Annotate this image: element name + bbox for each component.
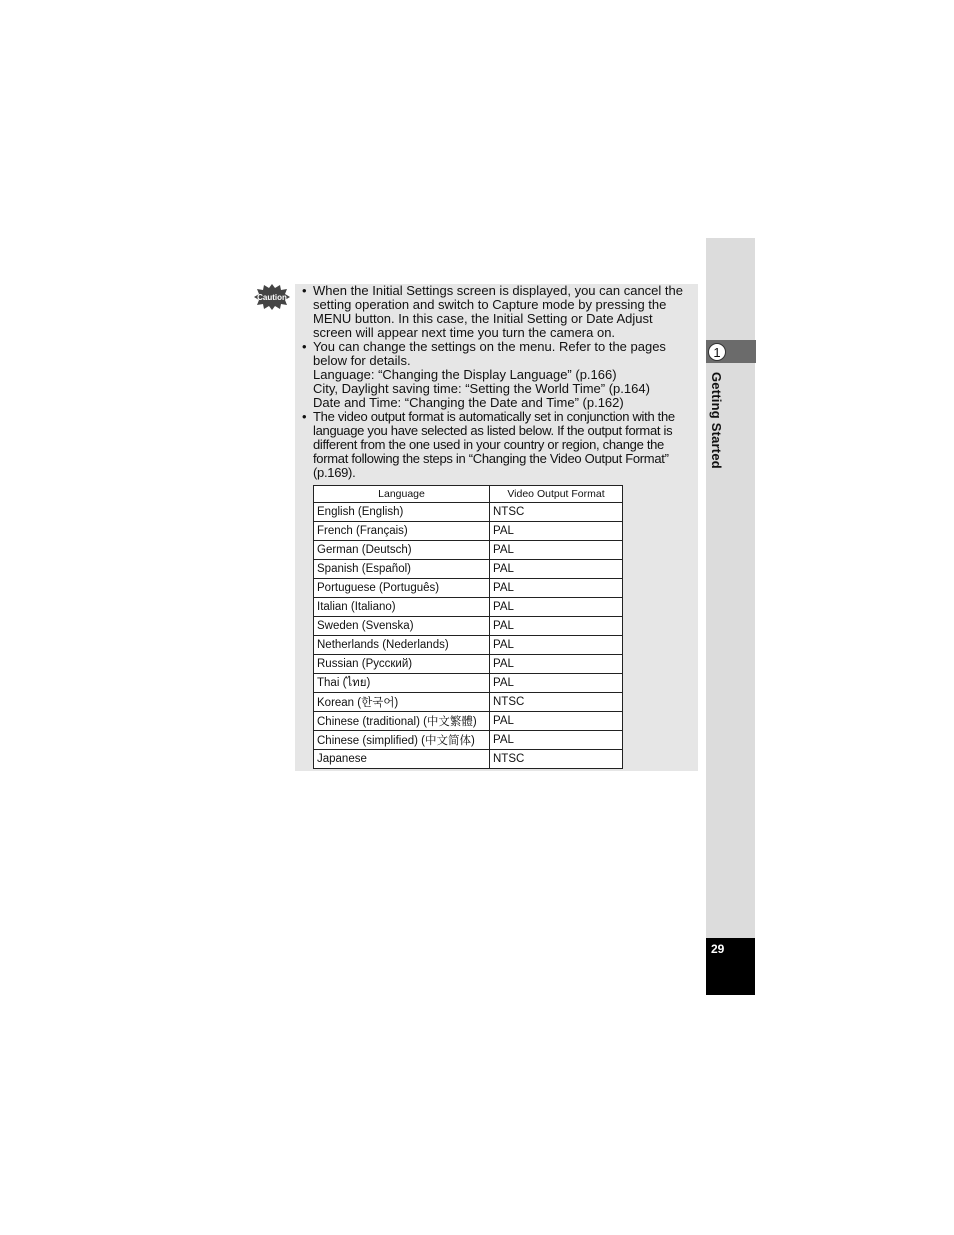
cell-format: PAL [490, 712, 623, 731]
table-row [314, 598, 623, 617]
cell-format: PAL [490, 617, 623, 636]
table-row [314, 693, 623, 712]
cell-language: Japanese [314, 750, 490, 769]
cell-language: Italian (Italiano) [314, 598, 490, 617]
cell-format: PAL [490, 674, 623, 693]
cell-language: Sweden (Svenska) [314, 617, 490, 636]
table-row [314, 541, 623, 560]
chapter-title: Getting Started [709, 372, 724, 469]
cell-format: PAL [490, 655, 623, 674]
bullet-2-ref-date: Date and Time: “Changing the Date and Time” (p.162) [313, 395, 624, 410]
table-row [314, 560, 623, 579]
table-header-row [314, 486, 623, 503]
page-number: 29 [711, 942, 725, 956]
cell-language: Spanish (Español) [314, 560, 490, 579]
table-row [314, 579, 623, 598]
bullet-3-text: The video output format is automatically set in conjunction with the language you have selected as listed below. If the output format is different from the one used in your country or region, change the format following the steps in “Changing the Video Output Format” (p.169). [313, 409, 675, 480]
caution-bullet-3: • The video output format is automatically set in conjunction with the language you have selected as listed below. If the output format is different from the one used in your country or region, change the format following the steps in “Changing the Video Output Format” (p.169). [302, 410, 694, 480]
table-row [314, 636, 623, 655]
cell-format: PAL [490, 731, 623, 750]
bullet-2-ref-city: City, Daylight saving time: “Setting the World Time” (p.164) [313, 381, 650, 396]
table-row [314, 503, 623, 522]
cell-format: PAL [490, 560, 623, 579]
caution-icon-label: Caution [257, 293, 287, 302]
cell-format: NTSC [490, 693, 623, 712]
video-format-table [313, 485, 623, 769]
cell-format: PAL [490, 579, 623, 598]
caution-bullet-1: • When the Initial Settings screen is displayed, you can cancel the setting operation and switch to Capture mode by pressing the MENU button. In this case, the Initial Setting or Date Adjust screen will appear next time you turn the camera on. [302, 284, 694, 340]
table-row [314, 617, 623, 636]
table-row [314, 522, 623, 541]
table-row [314, 750, 623, 769]
cell-language: Netherlands (Nederlands) [314, 636, 490, 655]
caution-bullet-2: • You can change the settings on the menu. Refer to the pages below for details. Language: “Changing the Display Language” (p.166) City, Daylight saving time: “Setting the World Time” (p.164) Date and Time: “Changing the Date and Time” (p.162) [302, 340, 694, 410]
bullet-1-text: When the Initial Settings screen is displayed, you can cancel the setting operation and switch to Capture mode by pressing the MENU button. In this case, the Initial Setting or Date Adjust screen will appear next time you turn the camera on. [313, 283, 683, 340]
cell-language: English (English) [314, 503, 490, 522]
cell-format: PAL [490, 522, 623, 541]
cell-language: Korean (한국어) [314, 693, 490, 712]
chapter-number: 1 [708, 343, 726, 361]
cell-language: German (Deutsch) [314, 541, 490, 560]
cell-format: PAL [490, 598, 623, 617]
cell-format: NTSC [490, 503, 623, 522]
table-row [314, 674, 623, 693]
bullet-2-text: You can change the settings on the menu. Refer to the pages below for details. [313, 339, 666, 368]
cell-format: PAL [490, 541, 623, 560]
cell-language: French (Français) [314, 522, 490, 541]
cell-language: Thai (ไทย) [314, 674, 490, 693]
header-video-format: Video Output Format [490, 486, 623, 503]
table-row [314, 712, 623, 731]
cell-format: PAL [490, 636, 623, 655]
cell-language: Portuguese (Português) [314, 579, 490, 598]
caution-icon [254, 284, 290, 310]
table-row [314, 731, 623, 750]
header-language: Language [314, 486, 490, 503]
cell-language: Chinese (traditional) (中文繁體) [314, 712, 490, 731]
caution-bullets [302, 284, 694, 480]
cell-language: Chinese (simplified) (中文简体) [314, 731, 490, 750]
table-row [314, 655, 623, 674]
cell-format: NTSC [490, 750, 623, 769]
cell-language: Russian (Русский) [314, 655, 490, 674]
bullet-2-ref-language: Language: “Changing the Display Language” (p.166) [313, 367, 617, 382]
